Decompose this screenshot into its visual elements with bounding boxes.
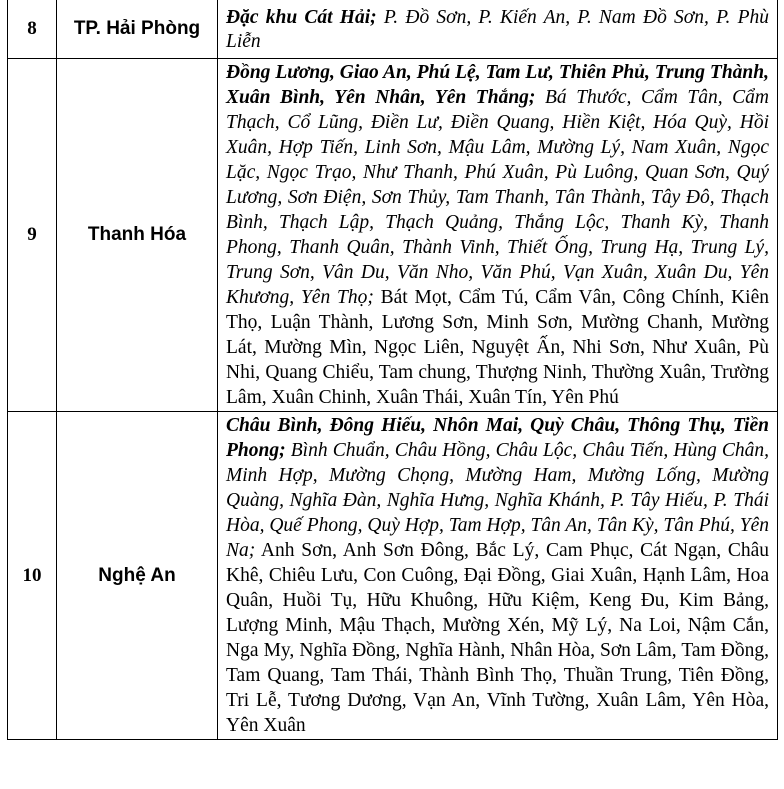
province-name: Thanh Hóa [57, 59, 218, 412]
table-row [8, 412, 778, 740]
commune-list-bold-italic: Châu Bình, Đông Hiếu, Nhôn Mai, Quỳ Châu, Thông Thụ, Tiền Phong; [226, 415, 769, 461]
commune-list [218, 0, 778, 59]
commune-table [7, 0, 778, 740]
province-name: Nghệ An [57, 412, 218, 740]
commune-list [218, 412, 778, 740]
commune-list [218, 59, 778, 412]
commune-list-bold-italic: Đồng Lương, Giao An, Phú Lệ, Tam Lư, Thiên Phủ, Trung Thành, Xuân Bình, Yên Nhân, Yên Thắng; [226, 62, 769, 108]
commune-list-regular: Bát Mọt, Cẩm Tú, Cẩm Vân, Công Chính, Kiên Thọ, Luận Thành, Lương Sơn, Minh Sơn, Mường Chanh, Mường Lát, Mường Mìn, Ngọc Liên, Nguyệt Ấn, Nhi Sơn, Như Xuân, Pù Nhi, Quang Chiểu, Tam chung, Thượng Ninh, Thường Xuân, Trường Lâm, Xuân Chinh, Xuân Thái, Xuân Tín, Yên Phú [226, 287, 770, 408]
commune-list-italic: P. Đồ Sơn, P. Kiến An, P. Nam Đồ Sơn, P. Phù Liễn [226, 7, 769, 52]
commune-list-italic: Bá Thước, Cẩm Tân, Cẩm Thạch, Cổ Lũng, Điền Lư, Điền Quang, Hiền Kiệt, Hóa Quỳ, Hồi Xuân, Hợp Tiến, Linh Sơn, Mậu Lâm, Mường Lý, Nam Xuân, Ngọc Lặc, Ngọc Trạo, Như Thanh, Phú Xuân, Pù Luông, Quan Sơn, Quý Lương, Sơn Điện, Sơn Thủy, Tam Thanh, Tân Thành, Tây Đô, Thạch Bình, Thạch Lập, Thạch Quảng, Thắng Lộc, Thanh Kỳ, Thanh Phong, Thanh Quân, Thành Vinh, Thiết Ống, Trung Hạ, Trung Lý, Trung Sơn, Vân Du, Văn Nho, Văn Phú, Vạn Xuân, Xuân Du, Yên Khương, Yên Thọ; [226, 87, 769, 308]
commune-list-regular: Anh Sơn, Anh Sơn Đông, Bắc Lý, Cam Phục, Cát Ngạn, Châu Khê, Chiêu Lưu, Con Cuông, Đại Đồng, Giai Xuân, Hạnh Lâm, Hoa Quân, Huồi Tụ, Hữu Khuông, Hữu Kiệm, Keng Đu, Kim Bảng, Lượng Minh, Mậu Thạch, Mường Xén, Mỹ Lý, Na Loi, Nậm Cắn, Nga My, Nghĩa Đồng, Nghĩa Hành, Nhân Hòa, Sơn Lâm, Tam Đồng, Tam Quang, Tam Thái, Thành Bình Thọ, Thuần Trung, Tiên Đồng, Tri Lễ, Tương Dương, Vạn An, Vĩnh Tường, Xuân Lâm, Yên Hòa, Yên Xuân [226, 540, 769, 736]
table-row [8, 0, 778, 59]
commune-list-bold-italic: Đặc khu Cát Hải; [226, 7, 377, 28]
row-number: 10 [8, 412, 57, 740]
province-name: TP. Hải Phòng [57, 0, 218, 59]
commune-list-italic: Bình Chuẩn, Châu Hồng, Châu Lộc, Châu Tiến, Hùng Chân, Minh Hợp, Mường Chọng, Mường Ham, Mường Lống, Mường Quàng, Nghĩa Đàn, Nghĩa Hưng, Nghĩa Khánh, P. Tây Hiếu, P. Thái Hòa, Quế Phong, Quỳ Hợp, Tam Hợp, Tân An, Tân Kỳ, Tân Phú, Yên Na; [226, 440, 770, 561]
row-number: 9 [8, 59, 57, 412]
table-row [8, 59, 778, 412]
row-number: 8 [8, 0, 57, 59]
